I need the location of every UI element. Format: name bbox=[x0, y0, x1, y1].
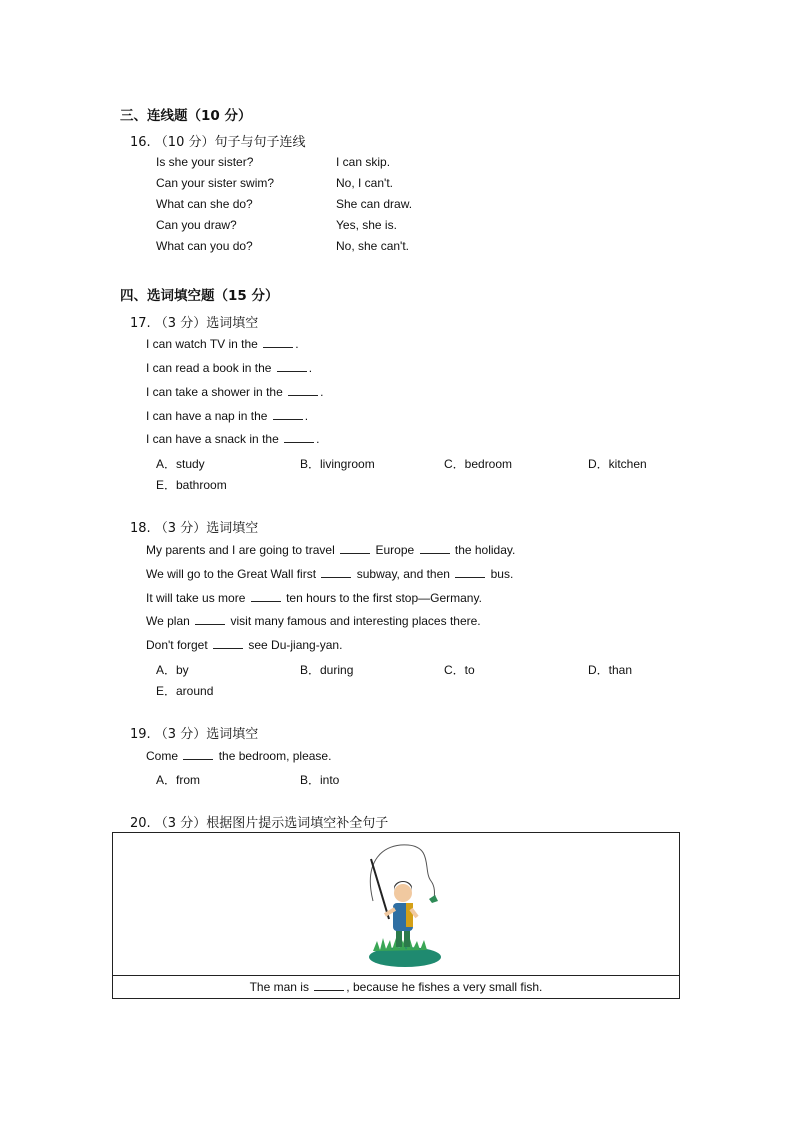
answer-blank[interactable] bbox=[314, 980, 344, 991]
answer-blank[interactable] bbox=[251, 591, 281, 602]
answer-blank[interactable] bbox=[420, 543, 450, 554]
q16-header: 16. （10 分）句子与句子连线 bbox=[130, 135, 306, 150]
q20-caption: The man is , because he fishes a very small fish. bbox=[113, 975, 679, 998]
q17-line-4: I can have a nap in the . bbox=[146, 409, 309, 423]
q19-line: Come the bedroom, please. bbox=[146, 749, 332, 763]
q18-option-b: B．during bbox=[300, 663, 354, 677]
q18-line-1: My parents and I are going to travel Europe the holiday. bbox=[146, 543, 516, 557]
q18-line-3: It will take us more ten hours to the first stop—Germany. bbox=[146, 591, 482, 605]
q18-option-a: A．by bbox=[156, 663, 189, 677]
q18-line-5: Don't forget see Du-jiang-yan. bbox=[146, 638, 343, 652]
q17-option-d: D．kitchen bbox=[588, 457, 647, 471]
q17-line-3: I can take a shower in the . bbox=[146, 385, 324, 399]
fishing-man-illustration bbox=[363, 841, 563, 971]
q17-line-2: I can read a book in the . bbox=[146, 361, 313, 375]
section-3-title: 三、连线题（10 分） bbox=[120, 108, 252, 124]
answer-blank[interactable] bbox=[321, 567, 351, 578]
q20-picture-table bbox=[112, 832, 680, 999]
q16-right-3: She can draw. bbox=[336, 197, 413, 211]
q16-left-2: Can your sister swim? bbox=[156, 176, 275, 190]
q16-left-1: Is she your sister? bbox=[156, 155, 254, 169]
q18-line-4: We plan visit many famous and interesting places there. bbox=[146, 614, 481, 628]
q17-header: 17. （3 分）选词填空 bbox=[130, 316, 259, 331]
q16-left-5: What can you do? bbox=[156, 239, 253, 253]
q16-right-2: No, I can't. bbox=[336, 176, 393, 190]
q17-option-e: E．bathroom bbox=[156, 478, 227, 492]
q19-option-a: A．from bbox=[156, 773, 201, 787]
q18-header: 18. （3 分）选词填空 bbox=[130, 521, 259, 536]
q16-right-5: No, she can't. bbox=[336, 239, 409, 253]
q20-header: 20. （3 分）根据图片提示选词填空补全句子 bbox=[130, 816, 389, 831]
answer-blank[interactable] bbox=[284, 432, 314, 443]
answer-blank[interactable] bbox=[183, 749, 213, 760]
q17-line-1: I can watch TV in the . bbox=[146, 337, 299, 351]
q17-option-b: B．livingroom bbox=[300, 457, 375, 471]
q18-line-2: We will go to the Great Wall first subway, and then bus. bbox=[146, 567, 514, 581]
q19-header: 19. （3 分）选词填空 bbox=[130, 727, 259, 742]
section-4-title: 四、选词填空题（15 分） bbox=[120, 288, 279, 304]
q17-line-5: I can have a snack in the . bbox=[146, 432, 320, 446]
q18-option-c: C．to bbox=[444, 663, 475, 677]
answer-blank[interactable] bbox=[455, 567, 485, 578]
q16-left-4: Can you draw? bbox=[156, 218, 237, 232]
answer-blank[interactable] bbox=[195, 614, 225, 625]
answer-blank[interactable] bbox=[340, 543, 370, 554]
answer-blank[interactable] bbox=[288, 385, 318, 396]
answer-blank[interactable] bbox=[273, 409, 303, 420]
q16-left-3: What can she do? bbox=[156, 197, 253, 211]
answer-blank[interactable] bbox=[277, 361, 307, 372]
q16-right-1: I can skip. bbox=[336, 155, 391, 169]
q19-option-b: B．into bbox=[300, 773, 340, 787]
answer-blank[interactable] bbox=[263, 337, 293, 348]
q16-right-4: Yes, she is. bbox=[336, 218, 397, 232]
answer-blank[interactable] bbox=[213, 638, 243, 649]
q18-option-e: E．around bbox=[156, 684, 214, 698]
q18-option-d: D．than bbox=[588, 663, 633, 677]
q17-option-a: A．study bbox=[156, 457, 205, 471]
q17-option-c: C．bedroom bbox=[444, 457, 513, 471]
